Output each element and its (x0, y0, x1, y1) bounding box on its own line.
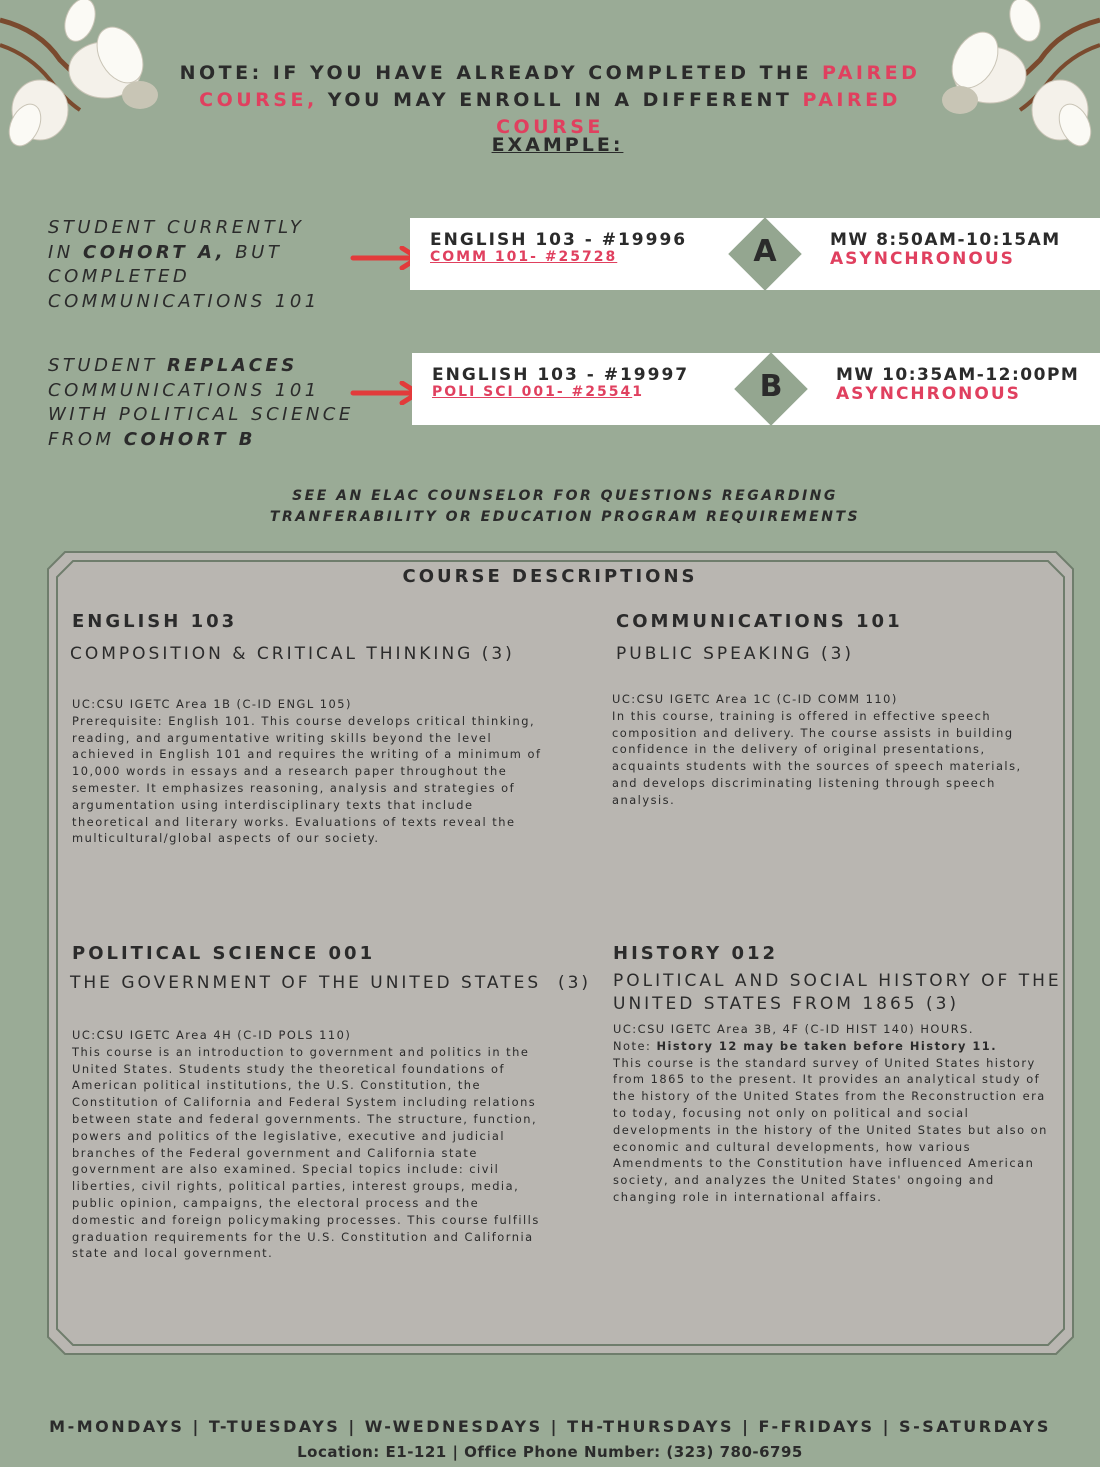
history-012-note-pre: Note: (613, 1038, 657, 1053)
history-012-note (613, 1038, 1053, 1055)
student-a-line2-post: BUT (226, 241, 283, 263)
student-a-line4: COMMUNICATIONS 101 (48, 290, 320, 312)
student-b-line1-pre: STUDENT (48, 355, 168, 376)
student-a-line2 (48, 241, 320, 266)
course-descriptions-title: COURSE DESCRIPTIONS (402, 566, 698, 587)
cohort-b-letter: B (759, 369, 783, 404)
student-b-line1 (48, 354, 354, 379)
student-b-line3: WITH POLITICAL SCIENCE (48, 404, 354, 425)
cohort-b-row (412, 353, 1100, 425)
cohort-a-time: MW 8:50AM-10:15AM (830, 230, 1061, 250)
history-012-heading: HISTORY 012 (613, 943, 779, 964)
counselor-note (0, 486, 1100, 528)
office-contact: Location: E1-121 | Office Phone Number: (323) 780-6795 (297, 1443, 803, 1461)
poli-sci-001-description: UC:CSU IGETC Area 4H (C-ID POLS 110) This course is an introduction to government and politics in the United States. Students study the theoretical foundations of American political institutions, the U.S. Constitution, the Constitution of California and Federal System including relations between state and federal governments. The structure, function, powers and politics of the legislative, executive and judicial branches of the Federal government and California state government are also examined. Special topics include: civil liberties, civil rights, political parties, interest groups, media, public opinion, campaigns, the electoral process and the domestic and foreign policymaking processes. This course fulfills graduation requirements for the U.S. Constitution and California state and local government. (72, 1028, 540, 1261)
student-b-line2: COMMUNICATIONS 101 (48, 379, 320, 401)
cohort-b-mode: ASYNCHRONOUS (836, 384, 1021, 404)
history-012-subtitle: POLITICAL AND SOCIAL HISTORY OF THE UNITED STATES FROM 1865 (3) (613, 971, 1062, 1014)
english-103-subtitle: COMPOSITION & CRITICAL THINKING (3) (70, 644, 515, 664)
student-b-line4 (48, 428, 354, 453)
english-103-heading: ENGLISH 103 (72, 611, 238, 632)
cohort-b-paired-link[interactable]: POLI SCI 001- #2554 (432, 384, 633, 400)
cohort-a-paired-link[interactable]: COMM 101- #25728 (430, 249, 618, 265)
cohort-b-paired[interactable] (432, 384, 644, 400)
note-highlight-2: PAIRED COURSE (496, 89, 901, 138)
cohort-a-row (410, 218, 1100, 290)
student-a-cohort: COHORT A, (83, 241, 227, 263)
student-scenario-b (48, 354, 354, 452)
poli-sci-001-heading: POLITICAL SCIENCE 001 (72, 943, 376, 964)
cohort-b-time: MW 10:35AM-12:00PM (836, 365, 1080, 385)
note-text-2: YOU MAY ENROLL IN A DIFFERENT (317, 89, 803, 111)
history-012-body-rest: This course is the standard survey of United States history from 1865 to the present. It provides an analytical study of the history of the United States from the Reconstruction era to today, focusing not only on political and social developments in the history of the United States but also on economic and cultural developments, how various Amendments to the Constitution have influenced American society, and analyzes the United States' ongoing and changing role in international affairs. (613, 1055, 1048, 1204)
poli-sci-001-subtitle: THE GOVERNMENT OF THE UNITED STATES (3) (70, 973, 592, 993)
student-b-cohort: COHORT B (123, 428, 256, 450)
student-a-line2-pre: IN (48, 241, 83, 263)
cohort-a-mode: ASYNCHRONOUS (830, 249, 1015, 269)
cohort-b-paired-tail: 1 (632, 384, 644, 400)
cohort-a-course: ENGLISH 103 - #19996 (430, 230, 688, 250)
comm-101-subtitle: PUBLIC SPEAKING (3) (616, 644, 855, 664)
history-012-body-line1: UC:CSU IGETC Area 3B, 4F (C-ID HIST 140) HOURS. (613, 1022, 975, 1036)
cohort-a-letter: A (753, 234, 777, 269)
student-b-line4-pre: FROM (48, 428, 124, 450)
english-103-description: UC:CSU IGETC Area 1B (C-ID ENGL 105) Prerequisite: English 101. This course develops critical thinking, reading, and argumentative writing skills beyond the level achieved in English 101 and requires the writing of a minimum of 10,000 words in essays and a research paper throughout the semester. It emphasizes reasoning, analysis and strategies of argumentation using interdisciplinary texts that include theoretical and literary works. Evaluations of texts reveal the multicultural/global aspects of our society. (72, 697, 542, 846)
cohort-b-course: ENGLISH 103 - #19997 (432, 365, 690, 385)
student-a-line3: COMPLETED (48, 266, 191, 287)
comm-101-heading: COMMUNICATIONS 101 (616, 611, 903, 632)
history-012-note-bold: History 12 may be taken before History 11. (656, 1038, 998, 1053)
comm-101-description: UC:CSU IGETC Area 1C (C-ID COMM 110) In this course, training is offered in effective speech composition and delivery. The course assists in building confidence in the delivery of original presentations, acquaints students with the sources of speech materials, and develops discriminating listening through speech analysis. (612, 692, 1022, 807)
counselor-line1: SEE AN ELAC COUNSELOR FOR QUESTIONS REGARDING (292, 488, 838, 504)
example-heading: EXAMPLE: (491, 134, 624, 156)
history-012-description (613, 1021, 1053, 1206)
student-b-replaces: REPLACES (167, 355, 298, 376)
note-text-1: NOTE: IF YOU HAVE ALREADY COMPLETED THE (179, 62, 823, 84)
day-abbreviations: M-MONDAYS | T-TUESDAYS | W-WEDNESDAYS | TH-THURSDAYS | F-FRIDAYS | S-SATURDAYS (49, 1417, 1051, 1436)
note-highlight-1: PAIRED COURSE, (199, 62, 921, 111)
counselor-line2: TRANFERABILITY OR EDUCATION PROGRAM REQUIREMENTS (269, 509, 861, 525)
student-a-line1: STUDENT CURRENTLY (48, 217, 305, 238)
student-scenario-a (48, 216, 320, 314)
paired-course-note (150, 60, 950, 141)
